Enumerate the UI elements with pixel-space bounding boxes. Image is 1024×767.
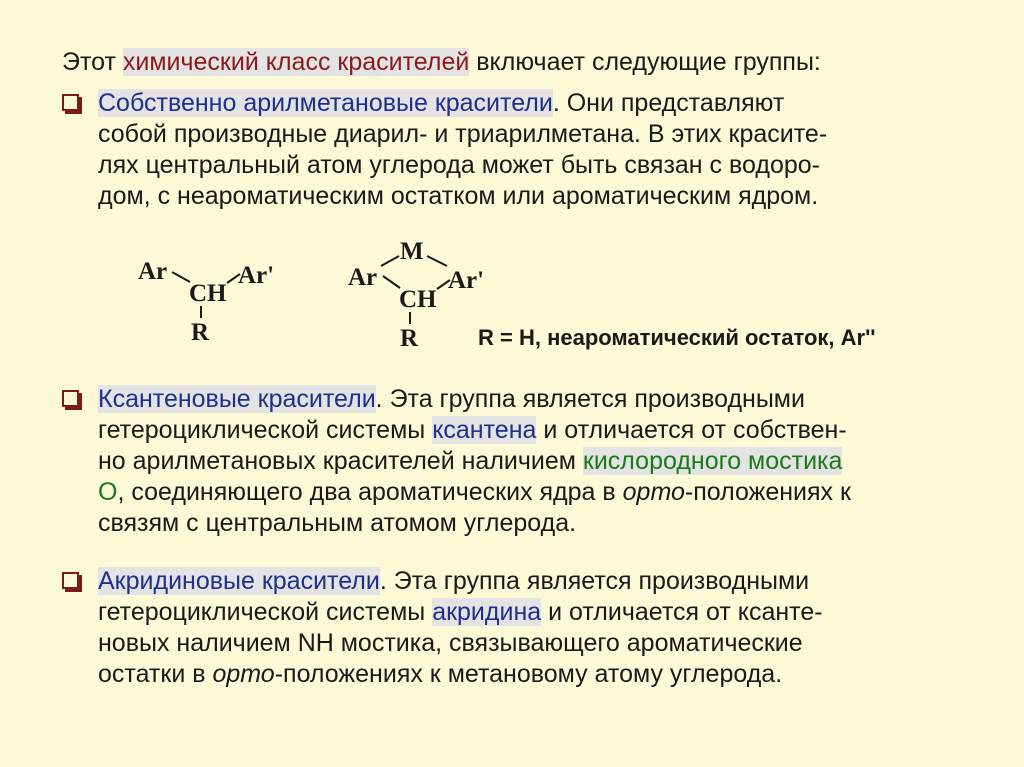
bullet-line [98,597,1018,628]
term-oxygen: О [98,478,118,506]
formula2-ar2: Ar' [448,267,485,294]
formula2-ch: CH [399,286,437,313]
formula2-r: R [400,325,419,352]
r-substituent-note: R = H, неароматический остаток, Ar'' [478,325,876,350]
bullet-text: остатки в [98,660,213,688]
bullet-text: -положениях к метановому атому углерода. [274,660,783,688]
bullet-line [98,446,1018,477]
bullet-text: -положениях к [684,478,851,506]
bullet-line [98,566,1018,597]
formula1-ar2: Ar' [238,262,275,289]
formula1-ch: CH [189,280,227,307]
bond-line [427,256,447,266]
bullet-text: . Эта группа является производными [379,567,810,595]
bullet-text: . Они представляют [552,89,785,117]
intro-prefix: Этот [62,48,123,76]
bullet-title: Акридиновые красители [98,567,380,595]
bullet-square-icon [62,390,79,407]
bullet-line: лях центральный атом углерода может быть связан с водоро- [98,151,820,179]
bullet-xanthene [62,384,1018,539]
bullet-line: связям с центральным атомом углерода. [98,509,577,537]
formula2-ar: Ar [348,264,378,291]
bullet-text: . Эта группа является производными [375,385,805,413]
bond-line [172,272,190,282]
bullet-text: гетероциклической системы [98,416,433,444]
formula2-m: M [400,238,424,265]
formula1-r: R [191,319,210,346]
bullet-line: собой производные диарил- и триарилметана. В этих красите- [98,120,828,148]
bullet-text: но арилметановых красителей наличием [98,447,583,475]
bullet-title: Ксантеновые красители [98,385,376,413]
bullet-line [98,415,1018,446]
term-xanthene: ксантена [432,416,537,444]
bullet-square-icon [62,572,79,589]
bond-line [381,256,399,266]
bullet-line: новых наличием NH мостика, связывающего ароматические [98,629,803,657]
bullet-line [98,477,1018,508]
term-ortho: орто [622,478,685,506]
bond-line [383,276,400,288]
term-ortho: орто [212,660,275,688]
bullet-line [98,384,1018,415]
intro-highlight: химический класс красителей [122,48,470,76]
term-oxygen-bridge: кислородного мостика [582,447,843,475]
formula1-ar: Ar [138,258,168,285]
intro-suffix: включает следующие группы: [469,48,821,76]
bullet-text: и отличается от ксанте- [541,598,823,626]
bullet-line: дом, с неароматическим остатком или ароматическим ядром. [98,182,819,210]
bullet-line [98,659,1018,690]
bullet-text: гетероциклической системы [98,598,433,626]
bullet-title: Собственно арилметановые красители [98,89,553,117]
term-acridine: акридина [432,598,542,626]
bullet-acridine [62,566,1018,690]
bullet-text: и отличается от собствен- [536,416,847,444]
bullet-text: , соединяющего два ароматических ядра в [117,478,623,506]
